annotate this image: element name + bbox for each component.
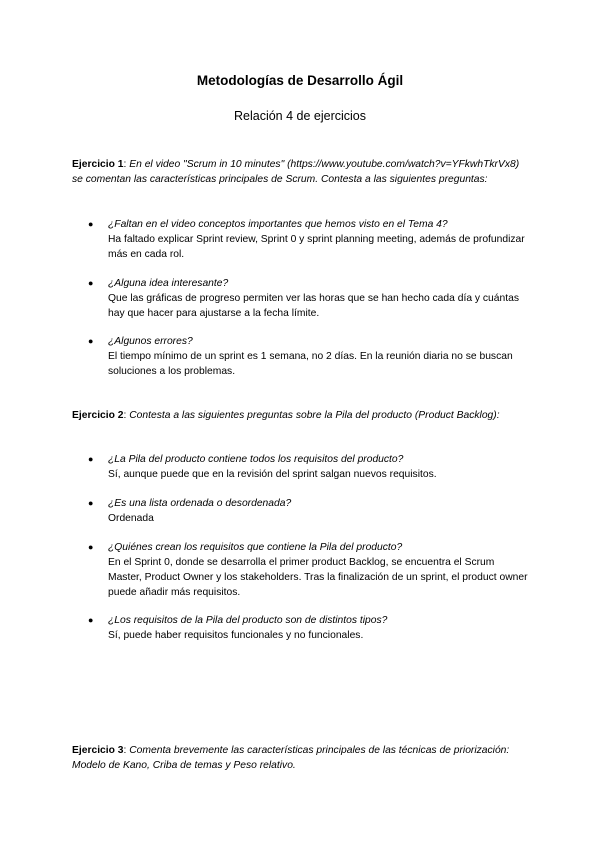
- document-subtitle: Relación 4 de ejercicios: [233, 109, 366, 123]
- document-title: Metodologías de Desarrollo Ágil: [196, 73, 404, 88]
- question-text: ¿Es una lista ordenada o desordenada?: [108, 498, 292, 509]
- bullet-icon: ●: [88, 336, 94, 346]
- exercise-prompt: Contesta a las siguientes preguntas sobre la Pila del producto (Product Backlog):: [129, 410, 500, 421]
- bullet-icon: ●: [88, 615, 94, 625]
- list-item: [108, 217, 528, 262]
- list-item: [108, 613, 528, 643]
- bullet-icon: ●: [88, 454, 94, 464]
- question-text: ¿La Pila del producto contiene todos los requisitos del producto?: [108, 454, 404, 465]
- bullet-icon: ●: [88, 219, 94, 229]
- list-item: [108, 540, 528, 600]
- answer-text: Sí, puede haber requisitos funcionales y no funcionales.: [108, 630, 364, 641]
- answer-text: En el Sprint 0, donde se desarrolla el primer product Backlog, se encuentra el Scrum Master, Product Owner y los stakeholders. Tras la finalización de un sprint, el product owner puede añadir más requisitos.: [108, 557, 528, 598]
- list-item: [108, 452, 528, 482]
- bullet-icon: ●: [88, 542, 94, 552]
- answer-text: Sí, aunque puede que en la revisión del sprint salgan nuevos requisitos.: [108, 469, 437, 480]
- exercise-2-heading: Ejercicio 2: Contesta a las siguientes preguntas sobre la Pila del producto (Product Backlog):: [72, 410, 500, 421]
- list-item: [108, 334, 528, 379]
- exercise-prompt: En el video "Scrum in 10 minutes" (https://www.youtube.com/watch?v=YFkwhTkrVx8) se comentan las características principales de Scrum. Contesta a las siguientes preguntas:: [72, 159, 520, 185]
- bullet-icon: ●: [88, 498, 94, 508]
- question-text: ¿Los requisitos de la Pila del producto son de distintos tipos?: [108, 615, 388, 626]
- exercise-label: Ejercicio 1: [72, 159, 124, 170]
- exercise-label: Ejercicio 2: [72, 410, 124, 421]
- answer-text: El tiempo mínimo de un sprint es 1 semana, no 2 días. En la reunión diaria no se buscan soluciones a los problemas.: [108, 351, 513, 377]
- exercise-1-heading: Ejercicio 1: En el video "Scrum in 10 minutes" (https://www.youtube.com/watch?v=YFkwhTkrVx8) se comentan las características principales de Scrum. Contesta a las siguientes preguntas:: [72, 159, 520, 185]
- question-text: ¿Faltan en el video conceptos importantes que hemos visto en el Tema 4?: [108, 219, 448, 230]
- question-text: ¿Quiénes crean los requisitos que contiene la Pila del producto?: [108, 542, 403, 553]
- list-item: [108, 276, 528, 321]
- exercise-label: Ejercicio 3: [72, 745, 124, 756]
- bullet-icon: ●: [88, 278, 94, 288]
- exercise-prompt: Comenta brevemente las características principales de las técnicas de priorización: Modelo de Kano, Criba de temas y Peso relativo.: [72, 745, 510, 771]
- question-text: ¿Algunos errores?: [108, 336, 193, 347]
- answer-text: Que las gráficas de progreso permiten ver las horas que se han hecho cada día y cuántas hay que hacer para ajustarse a la fecha límite.: [108, 293, 519, 319]
- answer-text: Ordenada: [108, 513, 154, 524]
- question-text: ¿Alguna idea interesante?: [108, 278, 229, 289]
- answer-text: Ha faltado explicar Sprint review, Sprint 0 y sprint planning meeting, además de profundizar más en cada rol.: [108, 234, 525, 260]
- exercise-3-heading: Ejercicio 3: Comenta brevemente las características principales de las técnicas de priorización: Modelo de Kano, Criba de temas y Peso relativo.: [72, 745, 510, 771]
- list-item: [108, 496, 528, 526]
